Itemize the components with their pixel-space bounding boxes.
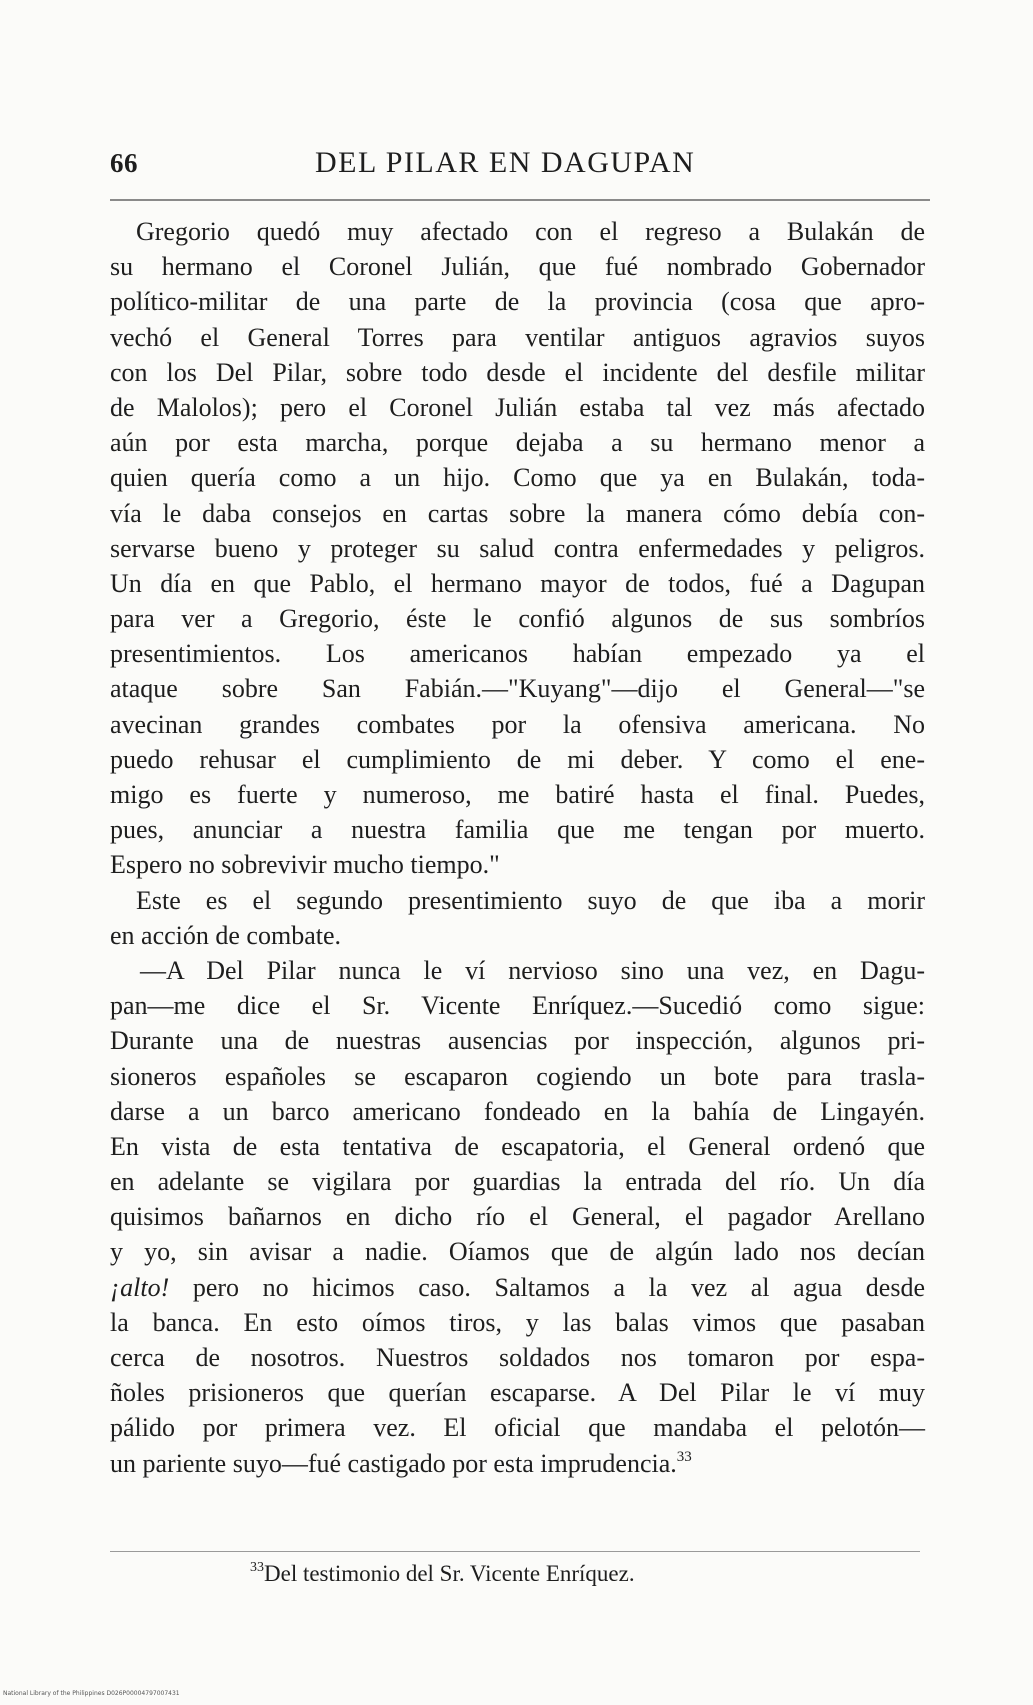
text-line: Un día en que Pablo, el hermano mayor de todos, fué a Dagupan <box>110 568 925 598</box>
page-header <box>110 140 930 190</box>
text-line: ¡alto! pero no hicimos caso. Saltamos a la vez al agua desde <box>110 1272 925 1302</box>
text-line: vechó el General Torres para ventilar antiguos agravios suyos <box>110 322 925 352</box>
text-line: avecinan grandes combates por la ofensiva americana. No <box>110 709 925 739</box>
text-line: puedo rehusar el cumplimiento de mi deber. Y como el ene- <box>110 744 925 774</box>
text-line: cerca de nosotros. Nuestros soldados nos tomaron por espa- <box>110 1343 925 1372</box>
text-line: —A Del Pilar nunca le ví nervioso sino una vez, en Dagu- <box>140 955 925 985</box>
text-line: vía le daba consejos en cartas sobre la manera cómo debía con- <box>110 498 925 528</box>
header-rule <box>110 199 930 201</box>
text-line: sioneros españoles se escaparon cogiendo un bote para trasla- <box>110 1061 925 1091</box>
text-line: en adelante se vigilara por guardias la entrada del río. Un día <box>110 1167 925 1197</box>
text-line: y yo, sin avisar a nadie. Oíamos que de algún lado nos decían <box>110 1237 925 1267</box>
scan-source-label: National Library of the Philippines D026P00004797007431 <box>3 1690 180 1697</box>
text-line: aún por esta marcha, porque dejaba a su hermano menor a <box>110 428 925 458</box>
final-line-text: un pariente suyo—fué castigado por esta imprudencia. <box>110 1448 677 1478</box>
text-line: Espero no sobrevivir mucho tiempo." <box>110 850 500 880</box>
text-line-final <box>110 1446 925 1481</box>
text-line: pues, anunciar a nuestra familia que me tengan por muerto. <box>110 815 925 845</box>
text-line: con los Del Pilar, sobre todo desde el incidente del desfile militar <box>110 357 925 387</box>
footnote-rule <box>110 1551 920 1552</box>
italic-exclamation: ¡alto! <box>110 1272 170 1302</box>
text-line: la banca. En esto oímos tiros, y las balas vimos que pasaban <box>110 1307 925 1337</box>
text-line: Este es el segundo presentimiento suyo de que iba a morir <box>136 885 925 915</box>
text-line: Gregorio quedó muy afectado con el regreso a Bulakán de <box>136 217 925 246</box>
footnote-marker: 33 <box>250 1560 264 1575</box>
text-line: pan—me dice el Sr. Vicente Enríquez.—Sucedió como sigue: <box>110 991 925 1021</box>
text-line: ñoles prisioneros que querían escaparse. A Del Pilar le ví muy <box>110 1378 925 1408</box>
text-line: para ver a Gregorio, éste le confió algunos de sus sombríos <box>110 604 925 634</box>
text-line: su hermano el Coronel Julián, que fué nombrado Gobernador <box>110 252 925 282</box>
text-line: en acción de combate. <box>110 920 341 950</box>
text-line: servarse bueno y proteger su salud contra enfermedades y peligros. <box>110 533 925 563</box>
footnote-reference[interactable]: 33 <box>676 1448 692 1465</box>
running-title: DEL PILAR EN DAGUPAN <box>315 146 696 179</box>
text-line: político-militar de una parte de la provincia (cosa que apro- <box>110 287 925 317</box>
text-line: pálido por primera vez. El oficial que mandaba el pelotón— <box>110 1413 925 1443</box>
text-line: de Malolos); pero el Coronel Julián estaba tal vez más afectado <box>110 392 925 422</box>
text-line: Durante una de nuestras ausencias por inspección, algunos pri- <box>110 1026 925 1056</box>
text-line: En vista de esta tentativa de escapatoria, el General ordenó que <box>110 1131 925 1161</box>
text-line: presentimientos. Los americanos habían empezado ya el <box>110 639 925 669</box>
body-text <box>110 214 925 1481</box>
footnote-text: Del testimonio del Sr. Vicente Enríquez. <box>264 1561 635 1586</box>
footnote <box>250 1561 635 1587</box>
text-line: quisimos bañarnos en dicho río el General, el pagador Arellano <box>110 1202 925 1232</box>
text-line: quien quería como a un hijo. Como que ya en Bulakán, toda- <box>110 463 925 493</box>
text-line: darse a un barco americano fondeado en la bahía de Lingayén. <box>110 1096 925 1126</box>
text-line: ataque sobre San Fabián.—"Kuyang"—dijo el General—"se <box>110 674 925 704</box>
text-line: migo es fuerte y numeroso, me batiré hasta el final. Puedes, <box>110 780 925 809</box>
page-number: 66 <box>110 148 138 178</box>
